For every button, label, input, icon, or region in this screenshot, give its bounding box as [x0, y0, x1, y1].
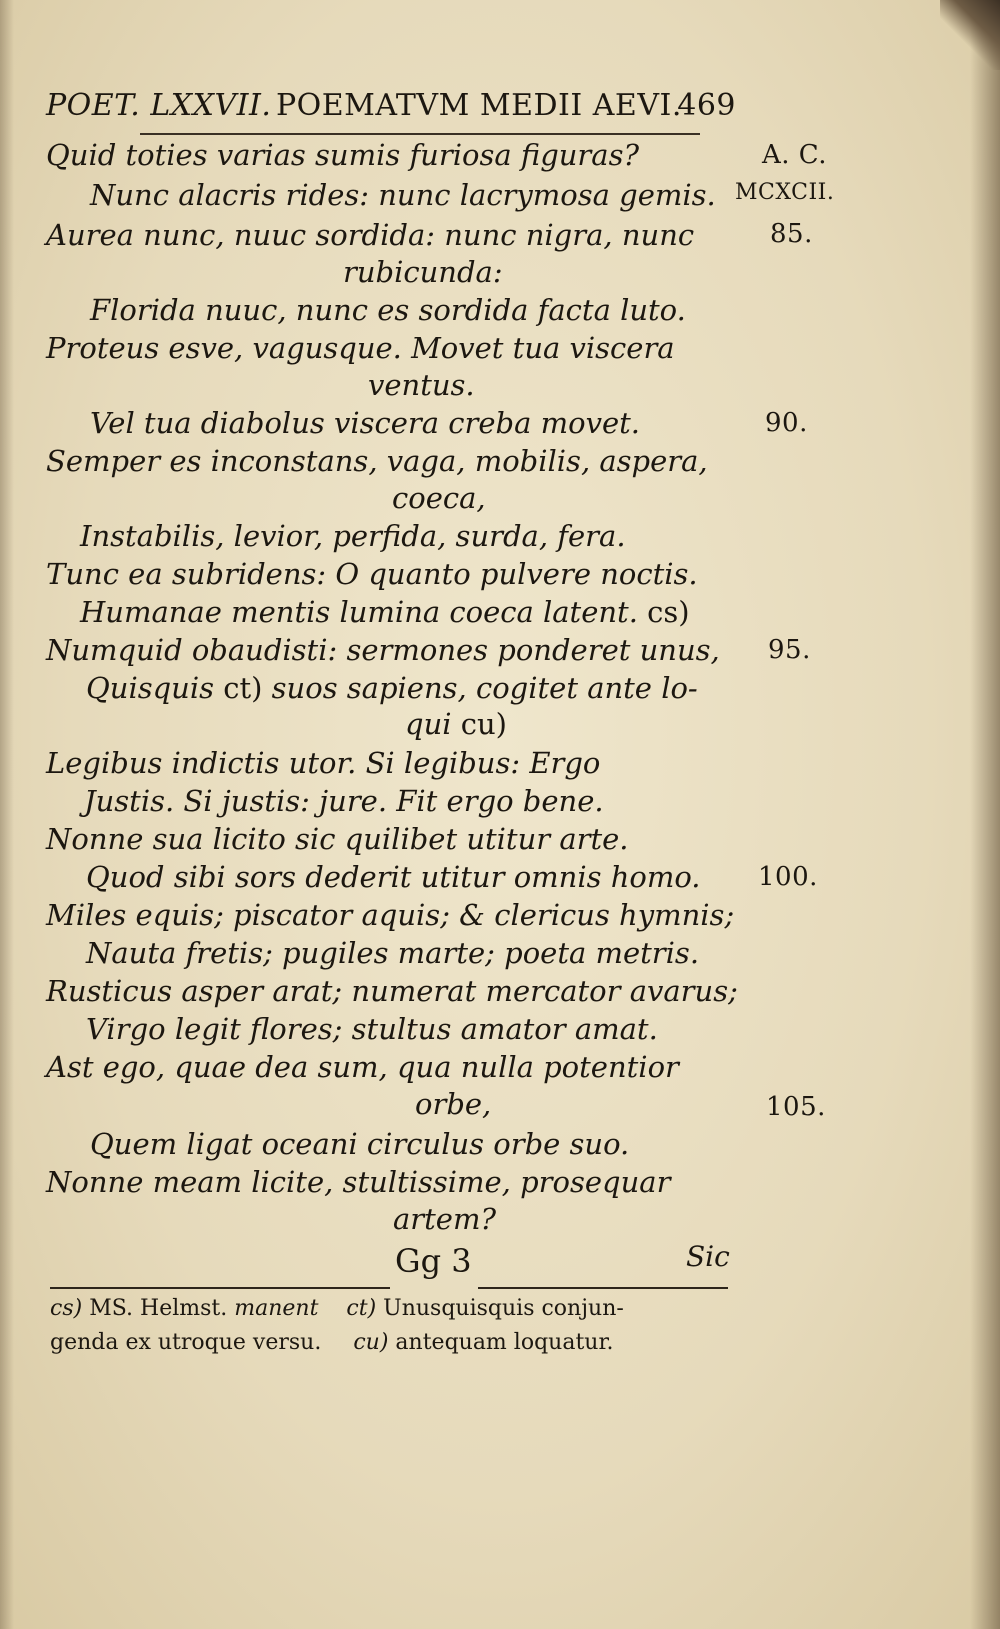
line-number: 95. [768, 635, 811, 665]
line-number: 85. [770, 219, 813, 249]
verse-line: Legibus indictis utor. Si legibus: Ergo [46, 746, 601, 780]
verse-line: Ast ego, quae dea sum, qua nulla potentior [46, 1050, 679, 1084]
verse-line: Nunc alacris rides: nunc lacrymosa gemis. [90, 178, 716, 212]
footnote-mark: cu) [353, 1330, 389, 1355]
footnote-rule-right [478, 1287, 728, 1289]
head-rule [140, 133, 700, 135]
verse-line: Rusticus asper arat; numerat mercator avarus; [46, 974, 738, 1008]
verse-line: Proteus esve, vagusque. Movet tua viscera [46, 331, 675, 365]
verse-line: Miles equis; piscator aquis; & clericus hymnis; [46, 898, 735, 932]
page-corner-fold [940, 0, 1000, 70]
verse-line: Humanae mentis lumina coeca latent. cs) [80, 595, 690, 629]
verse-turnover: rubicunda: [343, 255, 503, 289]
verse-turnover: orbe, [415, 1087, 492, 1121]
margin-year: MCXCII. [735, 180, 835, 205]
verse-line: Nonne meam licite, stultissime, prosequar [46, 1165, 671, 1199]
verse-line: Quisquis ct) suos sapiens, cogitet ante lo- [86, 671, 698, 705]
verse-turnover: artem? [393, 1202, 497, 1236]
verse-line: Virgo legit flores; stultus amator amat. [86, 1012, 658, 1046]
verse-line: Numquid obaudisti: sermones ponderet unus, [46, 633, 720, 667]
verse-line: Justis. Si justis: jure. Fit ergo bene. [84, 784, 604, 818]
footnote-line: genda ex utroque versu. cu) antequam loquatur. [50, 1330, 614, 1355]
footnote-rule-left [50, 1287, 390, 1289]
verse-line: Instabilis, levior, perfida, surda, fera. [80, 519, 626, 553]
margin-era: A. C. [762, 140, 828, 170]
verse-line: Quod sibi sors dederit utitur omnis homo. [86, 860, 701, 894]
line-number: 90. [765, 408, 808, 438]
signature-mark: Gg 3 [395, 1242, 472, 1280]
page-number: 469 [677, 88, 736, 123]
footnote-mark: ct) [223, 671, 263, 705]
running-head-left: POET. LXXVII. [46, 88, 272, 123]
verse-line: Quem ligat oceani circulus orbe suo. [90, 1127, 630, 1161]
verse-line: Vel tua diabolus viscera creba movet. [90, 406, 641, 440]
verse-line: Semper es inconstans, vaga, mobilis, aspera, [46, 444, 708, 478]
verse-line: Quid toties varias sumis furiosa figuras? [46, 138, 640, 172]
line-number: 100. [758, 862, 818, 892]
verse-line: Nauta fretis; pugiles marte; poeta metris. [86, 936, 700, 970]
verse-turnover: ventus. [368, 368, 475, 402]
verse-line: Aurea nunc, nuuc sordida: nunc nigra, nunc [46, 218, 695, 252]
verse-turnover: qui cu) [405, 707, 507, 741]
footnote-mark: ct) [346, 1296, 377, 1321]
footnote-line: cs) MS. Helmst. manent ct) Unusquisquis conjun- [50, 1296, 624, 1321]
running-head [46, 88, 736, 132]
running-head-title: POEMATVM MEDII AEVI. [276, 88, 682, 123]
footnote-mark: cs) [647, 595, 690, 629]
verse-line: Nonne sua licito sic quilibet utitur arte. [46, 822, 629, 856]
catchword: Sic [686, 1240, 730, 1273]
verse-turnover: coeca, [392, 481, 486, 515]
page-left-shadow [0, 0, 14, 1629]
verse-line: Tunc ea subridens: O quanto pulvere noctis. [46, 557, 698, 591]
line-number: 105. [766, 1092, 826, 1122]
page-right-shadow [970, 0, 1000, 1629]
footnote-mark: cs) [50, 1296, 83, 1321]
footnote-mark: cu) [460, 707, 507, 741]
verse-line: Florida nuuc, nunc es sordida facta luto. [90, 293, 686, 327]
